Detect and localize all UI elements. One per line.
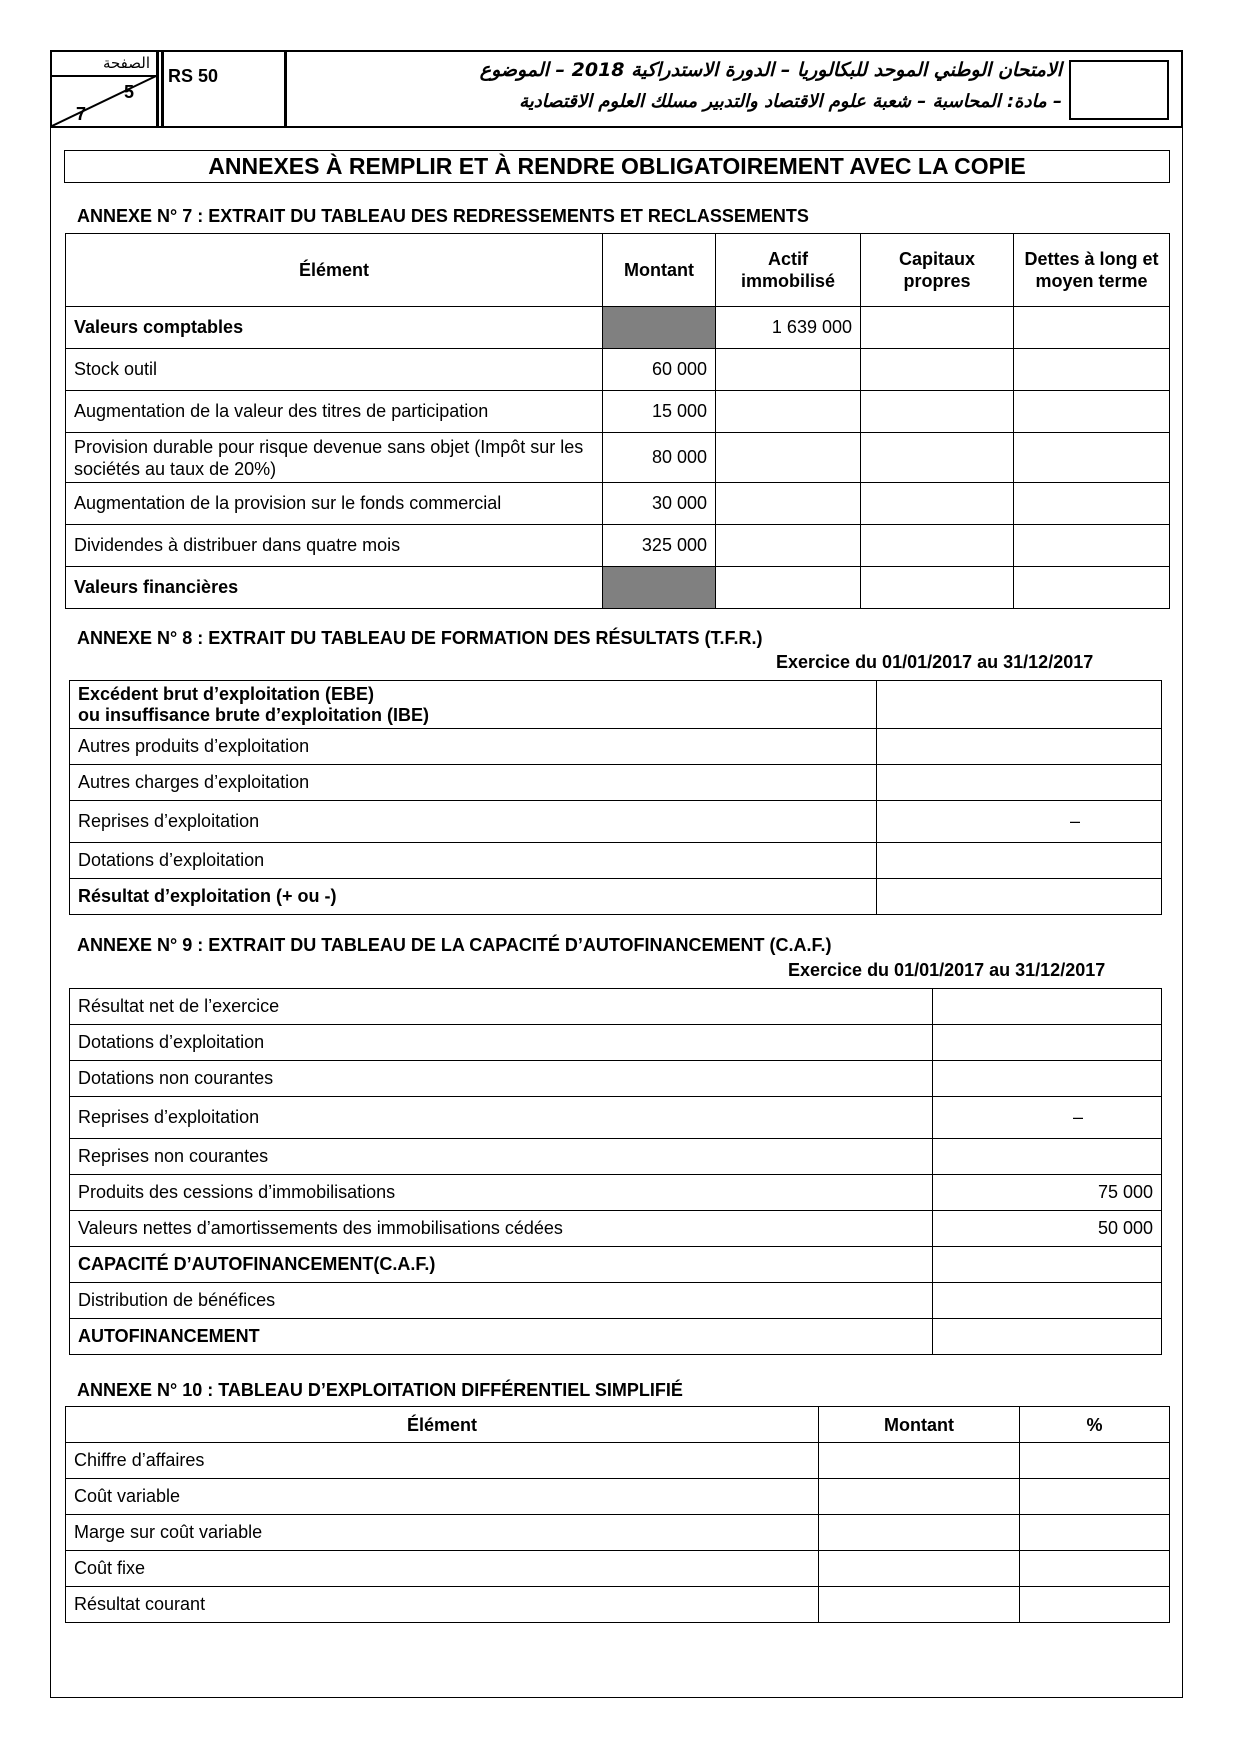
actif-cell[interactable] bbox=[716, 433, 861, 483]
row-label: AUTOFINANCEMENT bbox=[70, 1319, 933, 1355]
table-row bbox=[66, 483, 1170, 525]
value-cell: 50 000 bbox=[933, 1211, 1162, 1247]
table-row bbox=[66, 349, 1170, 391]
row-label: Distribution de bénéfices bbox=[70, 1283, 933, 1319]
dettes-cell[interactable] bbox=[1014, 483, 1170, 525]
row-label: Provision durable pour risque devenue sans objet (Impôt sur les sociétés au taux de 20%) bbox=[66, 433, 603, 483]
table-row bbox=[70, 1139, 1162, 1175]
table-row bbox=[70, 989, 1162, 1025]
actif-cell[interactable] bbox=[716, 567, 861, 609]
table-row bbox=[70, 1175, 1162, 1211]
col-montant: Montant bbox=[819, 1407, 1020, 1443]
montant-cell[interactable] bbox=[819, 1515, 1020, 1551]
ibe-label: ou insuffisance brute d’exploitation (IBE) bbox=[78, 704, 430, 725]
annexe8-title: ANNEXE N° 8 : EXTRAIT DU TABLEAU DE FORMATION DES RÉSULTATS (T.F.R.) bbox=[77, 628, 763, 648]
table-row bbox=[70, 765, 1162, 801]
capitaux-cell[interactable] bbox=[861, 567, 1014, 609]
page-number: 5 bbox=[124, 82, 135, 102]
value-cell[interactable] bbox=[933, 1025, 1162, 1061]
table-row bbox=[70, 801, 1162, 843]
row-label: Valeurs nettes d’amortissements des immobilisations cédées bbox=[70, 1211, 933, 1247]
row-label: Autres produits d’exploitation bbox=[70, 729, 877, 765]
table-row bbox=[70, 1283, 1162, 1319]
value-cell[interactable] bbox=[877, 729, 1162, 765]
table-row bbox=[70, 1247, 1162, 1283]
col-capitaux: Capitaux propres bbox=[861, 234, 1014, 307]
montant-cell: 60 000 bbox=[603, 349, 716, 391]
table-row bbox=[70, 1061, 1162, 1097]
montant-cell[interactable] bbox=[819, 1479, 1020, 1515]
table-row bbox=[70, 681, 1162, 729]
page-label: الصفحة bbox=[102, 54, 150, 72]
annexe10-title: ANNEXE N° 10 : TABLEAU D’EXPLOITATION DIFFÉRENTIEL SIMPLIFIÉ bbox=[77, 1380, 683, 1400]
row-label: CAPACITÉ D’AUTOFINANCEMENT(C.A.F.) bbox=[70, 1247, 933, 1283]
annexes-banner: ANNEXES À REMPLIR ET À RENDRE OBLIGATOIREMENT AVEC LA COPIE bbox=[64, 150, 1170, 183]
row-label: Reprises non courantes bbox=[70, 1139, 933, 1175]
percent-cell[interactable] bbox=[1020, 1551, 1170, 1587]
table-row bbox=[66, 1551, 1170, 1587]
capitaux-cell[interactable] bbox=[861, 307, 1014, 349]
actif-cell[interactable] bbox=[716, 391, 861, 433]
capitaux-cell[interactable] bbox=[861, 349, 1014, 391]
table-row bbox=[70, 1319, 1162, 1355]
annexe9-exercice: Exercice du 01/01/2017 au 31/12/2017 bbox=[788, 960, 1106, 980]
table-row bbox=[70, 729, 1162, 765]
row-label: Coût variable bbox=[66, 1479, 819, 1515]
annexe7-table bbox=[65, 233, 1170, 609]
ebe-label: Excédent brut d’exploitation (EBE) bbox=[78, 683, 375, 704]
table-row bbox=[66, 1515, 1170, 1551]
candidate-box bbox=[1069, 60, 1169, 120]
row-label: Autres charges d’exploitation bbox=[70, 765, 877, 801]
value-cell[interactable] bbox=[933, 1283, 1162, 1319]
montant-cell[interactable] bbox=[819, 1443, 1020, 1479]
value-cell[interactable] bbox=[877, 879, 1162, 915]
capitaux-cell[interactable] bbox=[861, 525, 1014, 567]
montant-cell: 30 000 bbox=[603, 483, 716, 525]
row-label: Produits des cessions d’immobilisations bbox=[70, 1175, 933, 1211]
table-row bbox=[70, 1211, 1162, 1247]
value-cell[interactable] bbox=[877, 681, 1162, 729]
value-cell[interactable] bbox=[933, 1319, 1162, 1355]
row-label: Chiffre d’affaires bbox=[66, 1443, 819, 1479]
table-row bbox=[66, 307, 1170, 349]
annexe8-table bbox=[69, 680, 1162, 915]
montant-cell bbox=[603, 307, 716, 349]
percent-cell[interactable] bbox=[1020, 1587, 1170, 1623]
dettes-cell[interactable] bbox=[1014, 391, 1170, 433]
dettes-cell[interactable] bbox=[1014, 349, 1170, 391]
capitaux-cell[interactable] bbox=[861, 391, 1014, 433]
value-cell[interactable] bbox=[877, 843, 1162, 879]
row-label: Marge sur coût variable bbox=[66, 1515, 819, 1551]
col-element: Élément bbox=[66, 234, 603, 307]
row-label: Valeurs financières bbox=[66, 567, 603, 609]
col-element: Élément bbox=[66, 1407, 819, 1443]
col-dettes: Dettes à long et moyen terme bbox=[1014, 234, 1170, 307]
row-label: Dotations d’exploitation bbox=[70, 843, 877, 879]
table-row bbox=[66, 1587, 1170, 1623]
value-cell: 75 000 bbox=[933, 1175, 1162, 1211]
montant-cell[interactable] bbox=[819, 1587, 1020, 1623]
montant-cell: 15 000 bbox=[603, 391, 716, 433]
actif-cell[interactable] bbox=[716, 349, 861, 391]
row-label bbox=[70, 681, 877, 729]
value-cell[interactable] bbox=[933, 1247, 1162, 1283]
title-line-2: – مادة: المحاسبة – شعبة علوم الاقتصاد والتدبير مسلك العلوم الاقتصادية bbox=[519, 91, 1062, 112]
row-label: Valeurs comptables bbox=[66, 307, 603, 349]
value-cell[interactable] bbox=[877, 765, 1162, 801]
capitaux-cell[interactable] bbox=[861, 483, 1014, 525]
col-actif: Actif immobilisé bbox=[716, 234, 861, 307]
montant-cell bbox=[603, 567, 716, 609]
annexe9-title: ANNEXE N° 9 : EXTRAIT DU TABLEAU DE LA CAPACITÉ D’AUTOFINANCEMENT (C.A.F.) bbox=[77, 935, 832, 955]
montant-cell: 325 000 bbox=[603, 525, 716, 567]
exam-titles bbox=[292, 54, 1062, 118]
annexe8-exercice: Exercice du 01/01/2017 au 31/12/2017 bbox=[776, 652, 1094, 672]
percent-cell[interactable] bbox=[1020, 1515, 1170, 1551]
value-cell[interactable] bbox=[933, 1061, 1162, 1097]
exam-header bbox=[50, 50, 1183, 128]
actif-cell[interactable] bbox=[716, 483, 861, 525]
montant-cell: 80 000 bbox=[603, 433, 716, 483]
table-row bbox=[70, 843, 1162, 879]
page-counter bbox=[52, 52, 159, 126]
row-label: Augmentation de la provision sur le fonds commercial bbox=[66, 483, 603, 525]
row-label: Coût fixe bbox=[66, 1551, 819, 1587]
table-row bbox=[66, 1479, 1170, 1515]
row-label: Résultat courant bbox=[66, 1587, 819, 1623]
table-row bbox=[70, 879, 1162, 915]
col-montant: Montant bbox=[603, 234, 716, 307]
row-label: Résultat net de l’exercice bbox=[70, 989, 933, 1025]
annexe10-table bbox=[65, 1406, 1170, 1623]
title-line-1: الامتحان الوطني الموحد للبكالوريا – الدورة الاستدراكية 2018 – الموضوع bbox=[479, 59, 1062, 81]
row-label: Stock outil bbox=[66, 349, 603, 391]
row-label: Dividendes à distribuer dans quatre mois bbox=[66, 525, 603, 567]
row-label: Reprises d’exploitation bbox=[70, 801, 877, 843]
annexe7-title: ANNEXE N° 7 : EXTRAIT DU TABLEAU DES REDRESSEMENTS ET RECLASSEMENTS bbox=[77, 206, 809, 226]
percent-cell[interactable] bbox=[1020, 1443, 1170, 1479]
row-label: Augmentation de la valeur des titres de participation bbox=[66, 391, 603, 433]
table-row bbox=[66, 433, 1170, 483]
actif-cell[interactable]: 1 639 000 bbox=[716, 307, 861, 349]
subject-code: RS 50 bbox=[161, 52, 287, 126]
dettes-cell[interactable] bbox=[1014, 307, 1170, 349]
table-row bbox=[66, 391, 1170, 433]
row-label: Résultat d’exploitation (+ ou -) bbox=[70, 879, 877, 915]
dettes-cell[interactable] bbox=[1014, 567, 1170, 609]
table-row bbox=[70, 1025, 1162, 1061]
value-cell[interactable] bbox=[933, 1139, 1162, 1175]
value-cell[interactable]: – bbox=[877, 801, 1162, 843]
montant-cell[interactable] bbox=[819, 1551, 1020, 1587]
page-total: 7 bbox=[76, 104, 87, 124]
row-label: Dotations non courantes bbox=[70, 1061, 933, 1097]
annexe9-table bbox=[69, 988, 1162, 1355]
col-percent: % bbox=[1020, 1407, 1170, 1443]
actif-cell[interactable] bbox=[716, 525, 861, 567]
dettes-cell[interactable] bbox=[1014, 525, 1170, 567]
percent-cell[interactable] bbox=[1020, 1479, 1170, 1515]
row-label: Reprises d’exploitation bbox=[70, 1097, 933, 1139]
table-row bbox=[70, 1097, 1162, 1139]
table-row bbox=[66, 567, 1170, 609]
table-row bbox=[66, 1443, 1170, 1479]
table-row bbox=[66, 525, 1170, 567]
capitaux-cell[interactable] bbox=[861, 433, 1014, 483]
value-cell[interactable] bbox=[933, 989, 1162, 1025]
dettes-cell[interactable] bbox=[1014, 433, 1170, 483]
value-cell[interactable]: – bbox=[933, 1097, 1162, 1139]
row-label: Dotations d’exploitation bbox=[70, 1025, 933, 1061]
